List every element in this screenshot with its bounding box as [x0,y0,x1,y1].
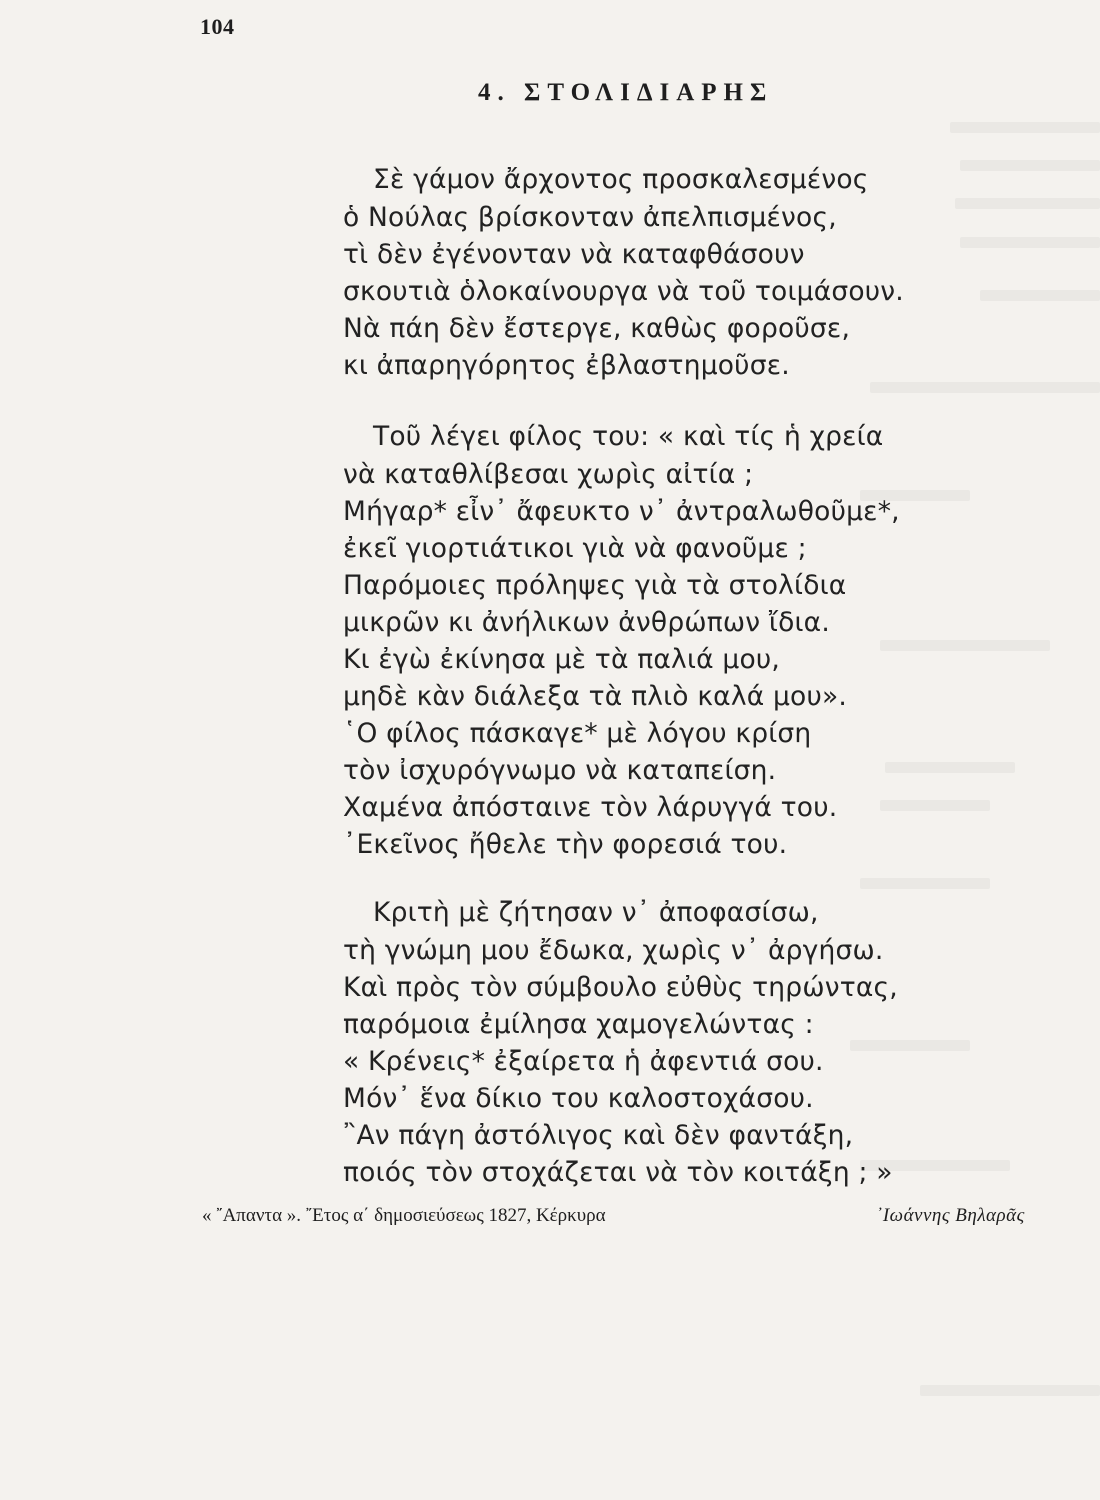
poem-line: τὴ γνώμη μου ἔδωκα, χωρὶς ν᾿ ἀργήσω. [343,935,884,966]
poem-line: Μόν᾿ ἕνα δίκιο του καλοστοχάσου. [343,1083,814,1114]
poem-line: Μήγαρ* εἶν᾿ ἄφευκτο ν᾿ ἀντραλωθοῦμε*, [343,496,900,527]
poem-line: σκουτιὰ ὁλοκαίνουργα νὰ τοῦ τοιμάσουν. [343,276,904,307]
poem-line: « Κρένεις* ἐξαίρετα ἡ ἀφεντιά σου. [343,1046,824,1077]
poem-line: Τοῦ λέγει φίλος του: « καὶ τίς ἡ χρεία [373,421,884,452]
poem-line: Σὲ γάμον ἄρχοντος προσκαλεσμένος [373,164,869,195]
source-citation: « ῎Απαντα ». ῎Ετος α΄ δημοσιεύσεως 1827, Κέρκυρα [202,1205,606,1226]
poem-line: ῾Ο φίλος πάσκαγε* μὲ λόγου κρίση [343,718,812,749]
poem-line: ᾿Εκεῖνος ἤθελε τὴν φορεσιά του. [343,829,788,860]
poem-line: μηδὲ κὰν διάλεξα τὰ πλιὸ καλά μου». [343,681,848,712]
poem-line: Νὰ πάη δὲν ἔστεργε, καθὼς φοροῦσε, [343,313,851,344]
poem-line: νὰ καταθλίβεσαι χωρὶς αἰτία ; [343,459,754,490]
poem-line: τὶ δὲν ἐγένονταν νὰ καταφθάσουν [343,239,805,270]
poem-line: ῍Αν πάγη ἀστόλιγος καὶ δὲν φαντάξη, [343,1120,854,1151]
poem-line: Καὶ πρὸς τὸν σύμβουλο εὐθὺς τηρώντας, [343,972,898,1003]
poem-line: Παρόμοιες πρόληψες γιὰ τὰ στολίδια [343,570,847,601]
poem-line: Κριτὴ μὲ ζήτησαν ν᾿ ἀποφασίσω, [373,897,819,928]
poem-line: Χαμένα ἀπόσταινε τὸν λάρυγγά του. [343,792,838,823]
page-number: 104 [200,14,235,39]
poem-line: τὸν ἰσχυρόγνωμο νὰ καταπείση. [343,755,777,786]
poem-line: παρόμοια ἐμίλησα χαμογελώντας : [343,1009,814,1040]
poem-line: Κι ἐγὼ ἐκίνησα μὲ τὰ παλιά μου, [343,644,781,675]
poem-line: ποιός τὸν στοχάζεται νὰ τὸν κοιτάξη ; » [343,1157,893,1188]
poem-title: 4. ΣΤΟΛΙΔΙΑΡΗΣ [478,79,774,106]
poem-line: κι ἀπαρηγόρητος ἐβλαστημοῦσε. [343,350,790,381]
author-name: ᾿Ιωάννης Βηλαρᾶς [876,1205,1025,1226]
poem-line: ἐκεῖ γιορτιάτικοι γιὰ νὰ φανοῦμε ; [343,533,807,564]
poem-line: ὁ Νούλας βρίσκονταν ἀπελπισμένος, [343,202,837,233]
poem-line: μικρῶν κι ἀνήλικων ἀνθρώπων ἴδια. [343,607,830,638]
